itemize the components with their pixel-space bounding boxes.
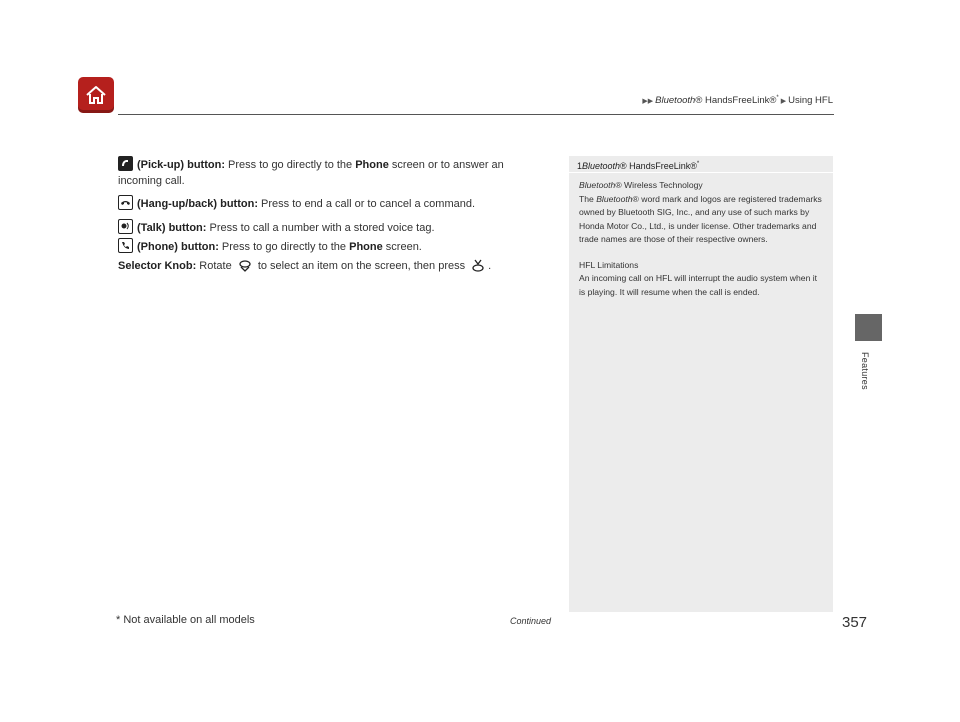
pickup-button-icon <box>118 156 133 171</box>
press-knob-icon <box>471 258 485 278</box>
breadcrumb-using-hfl[interactable]: Using HFL <box>788 95 833 107</box>
page-number: 357 <box>842 614 868 631</box>
note-p2-text: An incoming call on HFL will interrupt the audio system when it is playing. It will resume when the call is ended. <box>579 273 818 297</box>
note-heading: 1Bluetooth® HandsFreeLink®* <box>569 156 833 173</box>
phone-button-icon <box>118 238 133 253</box>
hangup-description: (Hang-up/back) button: Press to end a call or to cancel a command. <box>118 195 548 213</box>
selector-description: Selector Knob: Rotate to select an item on the screen, then press . <box>118 258 548 278</box>
talk-button-icon <box>118 219 133 234</box>
note-p1-text: The Bluetooth® word mark and logos are registered trademarks owned by Bluetooth SIG, Inc., and any use of such marks by Honda Motor Co., Ltd., is under license. Other trademarks and trade names are those of their respective owners. <box>579 193 822 244</box>
note-body <box>569 173 833 299</box>
note-p2-title: HFL Limitations <box>579 259 639 270</box>
pickup-description: (Pick-up) button: Press to go directly to the Phone screen or to answer an incoming call. <box>118 156 548 189</box>
home-button[interactable] <box>78 77 114 113</box>
talk-description: (Talk) button: Press to call a number with a stored voice tag. <box>118 219 548 237</box>
header-divider <box>118 114 834 115</box>
hangup-button-icon <box>118 195 133 210</box>
section-tab[interactable] <box>855 314 882 341</box>
rotate-knob-icon <box>238 258 252 278</box>
breadcrumb-bluetooth[interactable]: Bluetooth <box>655 95 696 107</box>
footnote: * Not available on all models <box>116 614 255 626</box>
sidebar-note <box>569 156 833 612</box>
phone-description: (Phone) button: Press to go directly to the Phone screen. <box>118 238 548 256</box>
section-tab-label: Features <box>860 352 870 390</box>
note-p1-title: Bluetooth® Wireless Technology <box>579 180 703 190</box>
continued-label: Continued <box>510 616 552 626</box>
main-content <box>118 156 548 283</box>
home-icon <box>84 84 108 106</box>
breadcrumb: ▶▶ Bluetooth® HandsFreeLink®*▶ Using HFL <box>642 95 833 107</box>
